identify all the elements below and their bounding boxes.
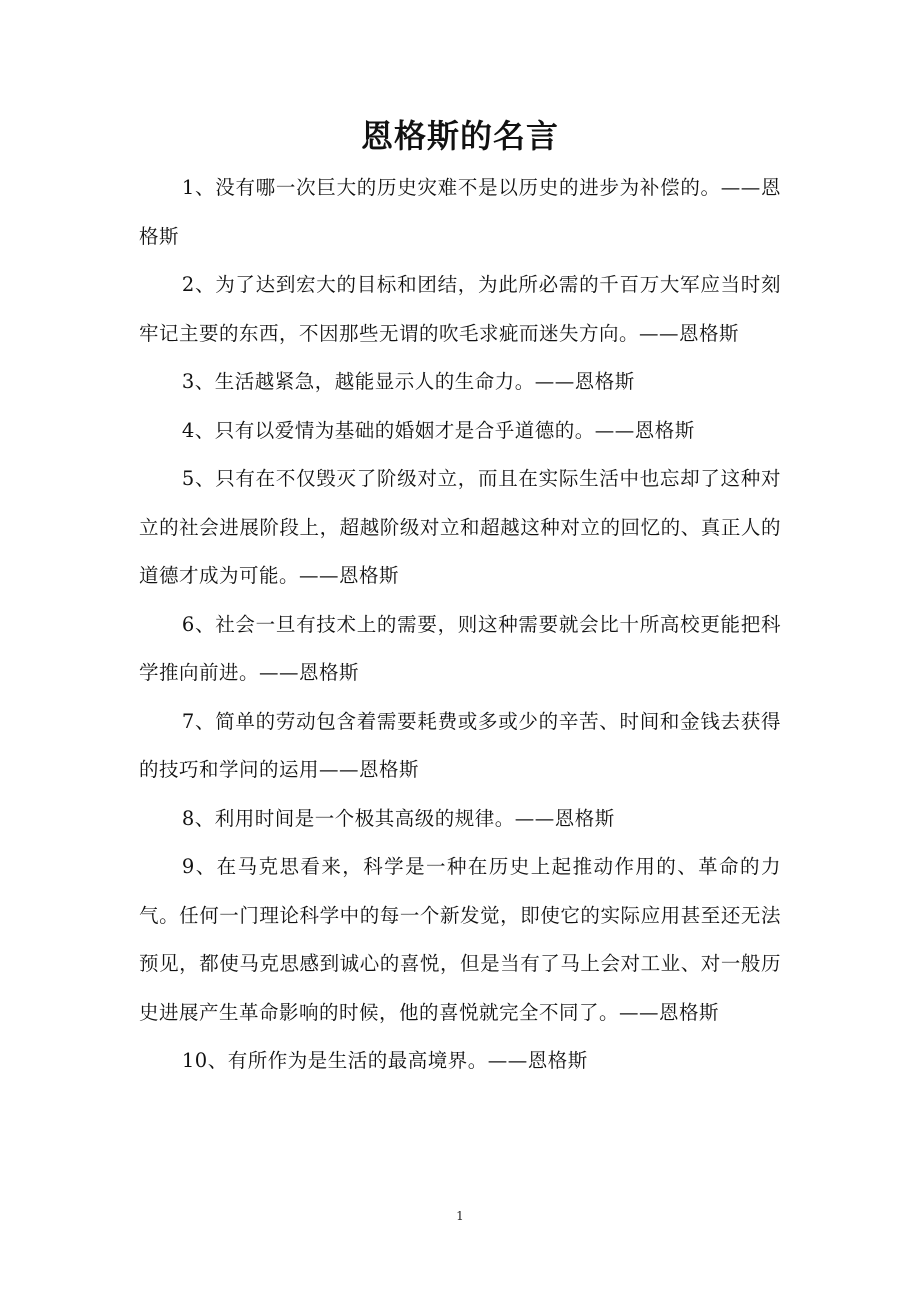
quote-paragraph: 10、有所作为是生活的最高境界。——恩格斯 <box>181 1049 588 1072</box>
quote-list <box>139 164 781 1086</box>
quote-paragraph: 9、在马克思看来，科学是一种在历史上起推动作用的、革命的力气。任何一门理论科学中的每一个新发觉，即使它的实际应用甚至还无法预见，都使马克思感到诚心的喜悦，但是当有了马上会对工业、对一般历史进展产生革命影响的时候，他的喜悦就完全不同了。——恩格斯 <box>139 855 781 1024</box>
quote-paragraph: 7、简单的劳动包含着需要耗费或多或少的辛苦、时间和金钱去获得的技巧和学问的运用——恩格斯 <box>139 709 781 781</box>
quote-paragraph: 1、没有哪一次巨大的历史灾难不是以历史的进步为补偿的。——恩格斯 <box>139 176 781 248</box>
document-title: 恩格斯的名言 <box>360 117 559 155</box>
page-number: 1 <box>456 1209 464 1223</box>
quote-paragraph: 6、社会一旦有技术上的需要，则这种需要就会比十所高校更能把科学推向前进。——恩格斯 <box>139 612 781 684</box>
quote-paragraph: 2、为了达到宏大的目标和团结，为此所必需的千百万大军应当时刻牢记主要的东西，不因那些无谓的吹毛求疵而迷失方向。——恩格斯 <box>139 273 781 345</box>
quote-paragraph: 4、只有以爱情为基础的婚姻才是合乎道德的。——恩格斯 <box>181 418 695 442</box>
quote-paragraph: 8、利用时间是一个极其高级的规律。——恩格斯 <box>181 806 615 830</box>
quote-paragraph: 3、生活越紧急，越能显示人的生命力。——恩格斯 <box>181 370 635 393</box>
quote-paragraph: 5、只有在不仅毁灭了阶级对立，而且在实际生活中也忘却了这种对立的社会进展阶段上，超越阶级对立和超越这种对立的回忆的、真正人的道德才成为可能。——恩格斯 <box>139 467 781 587</box>
